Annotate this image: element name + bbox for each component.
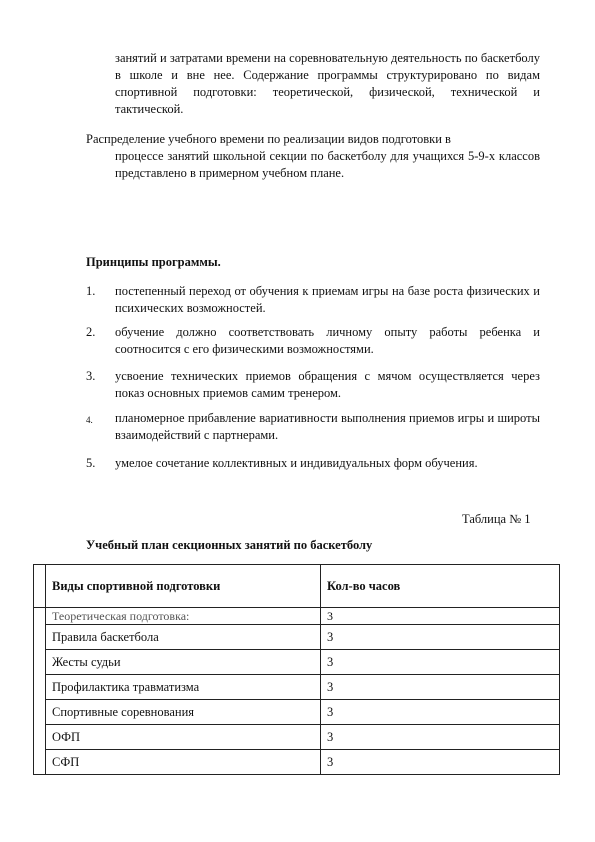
table-cell-type: Правила баскетбола xyxy=(46,625,321,650)
table-cell-hours: 3 xyxy=(321,675,560,700)
principles-heading: Принципы программы. xyxy=(86,255,221,269)
table-row xyxy=(34,700,560,725)
principle-item-4 xyxy=(86,410,540,444)
table-row xyxy=(34,725,560,750)
table-cell-type: ОФП xyxy=(46,725,321,750)
principle-number: 2. xyxy=(86,325,96,339)
table-index-cell xyxy=(34,565,46,608)
time-distribution-line1: Распределение учебного времени по реализации видов подготовки в xyxy=(86,132,451,146)
table-row xyxy=(34,750,560,775)
table-cell-type: Жесты судьи xyxy=(46,650,321,675)
header-cell-type: Виды спортивной подготовки xyxy=(46,565,321,608)
table-cell-hours: 3 xyxy=(321,725,560,750)
table-index-cell xyxy=(34,750,46,775)
table-index-cell xyxy=(34,650,46,675)
table-index-cell xyxy=(34,700,46,725)
table-cell-type: Спортивные соревнования xyxy=(46,700,321,725)
principle-text: обучение должно соответствовать личному опыту работы ребенка и соотносится с его физическими возможностями. xyxy=(115,325,540,356)
subheader-cell-hours: 3 xyxy=(321,608,560,625)
table-row xyxy=(34,650,560,675)
principle-number: 1. xyxy=(86,284,96,298)
table-cell-hours: 3 xyxy=(321,750,560,775)
table-title: Учебный план секционных занятий по баскетболу xyxy=(86,538,373,552)
time-distribution-rest: процессе занятий школьной секции по баскетболу для учащихся 5-9-х классов представлено в примерном учебном плане. xyxy=(115,149,540,180)
principle-text: постепенный переход от обучения к приемам игры на базе роста физических и психических возможностей. xyxy=(115,284,540,315)
principle-text: усвоение технических приемов обращения с мячом осуществляется через показ основных приемов самим тренером. xyxy=(115,369,540,400)
table-header-row xyxy=(34,565,560,608)
table-row xyxy=(34,625,560,650)
principle-number: 4. xyxy=(86,415,93,425)
table-index-cell xyxy=(34,608,46,625)
table-cell-hours: 3 xyxy=(321,700,560,725)
table-cell-type: Профилактика травматизма xyxy=(46,675,321,700)
header-cell-hours: Кол-во часов xyxy=(321,565,560,608)
principle-number: 3. xyxy=(86,369,96,383)
table-cell-type: СФП xyxy=(46,750,321,775)
table-index-cell xyxy=(34,625,46,650)
principle-item-1 xyxy=(86,283,540,317)
training-plan-table xyxy=(33,564,560,775)
table-index-cell xyxy=(34,725,46,750)
principle-item-5 xyxy=(86,455,540,472)
table-row xyxy=(34,675,560,700)
table-subheader-row xyxy=(34,608,560,625)
principle-text: планомерное прибавление вариативности выполнения приемов игры и широты взаимодействий с партнерами. xyxy=(115,411,540,442)
principle-text: умелое сочетание коллективных и индивидуальных форм обучения. xyxy=(115,456,478,470)
table-index-cell xyxy=(34,675,46,700)
intro-paragraph: занятий и затратами времени на соревновательную деятельность по баскетболу в школе и вне нее. Содержание программы структурировано по видам спортивной подготовки: теоретической, физической, технической и тактической. xyxy=(115,51,540,116)
principle-item-2 xyxy=(86,324,540,358)
principle-item-3 xyxy=(86,368,540,402)
time-distribution-paragraph xyxy=(86,131,540,182)
principle-number: 5. xyxy=(86,456,96,470)
subheader-cell-type: Теоретическая подготовка: xyxy=(46,608,321,625)
table-caption: Таблица № 1 xyxy=(462,512,531,526)
table-cell-hours: 3 xyxy=(321,650,560,675)
table-cell-hours: 3 xyxy=(321,625,560,650)
